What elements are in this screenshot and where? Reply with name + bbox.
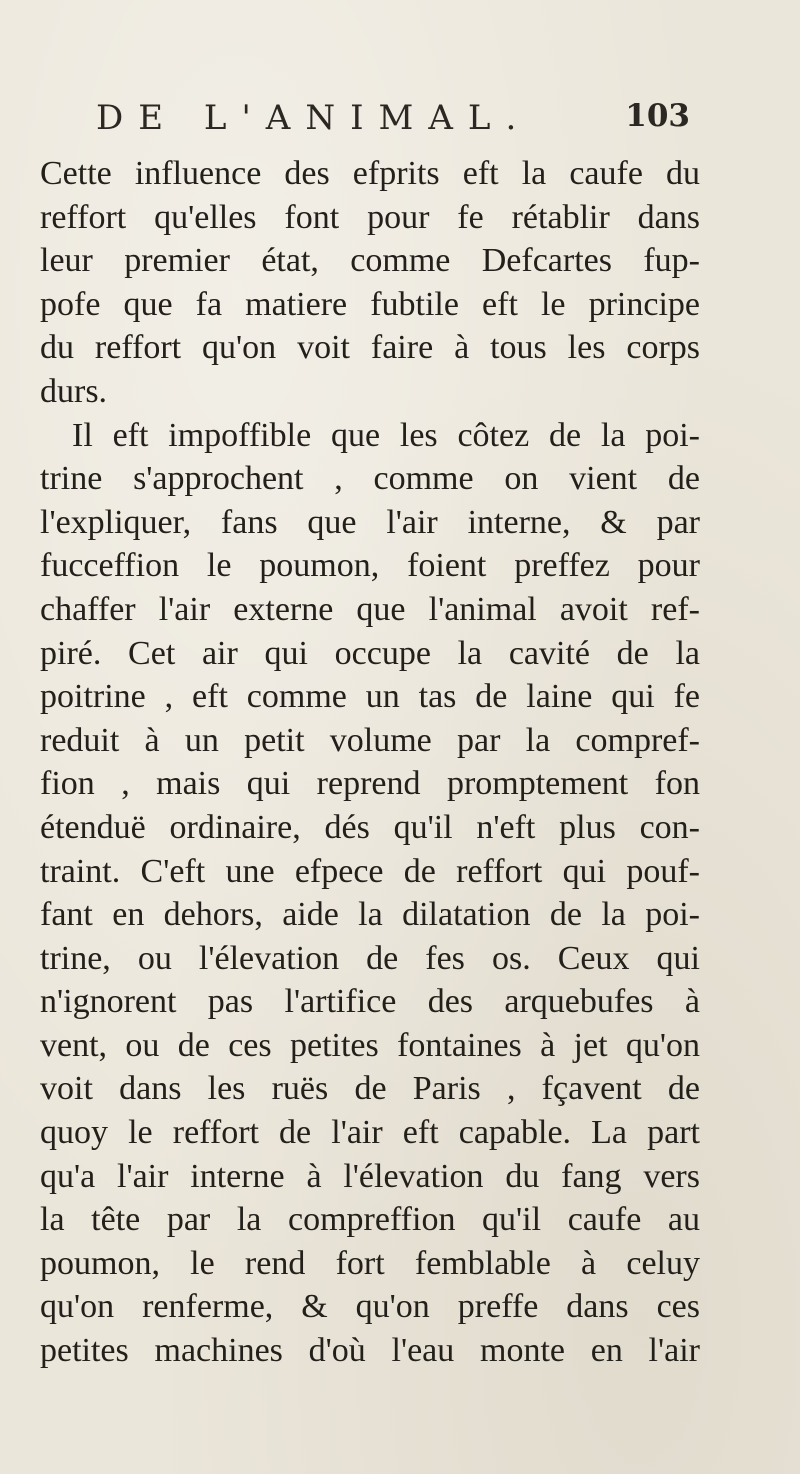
text-line: voit dans les ruës de Paris , fçavent de [40,1070,700,1108]
text-line: poitrine , eft comme un tas de laine qui fe [40,678,700,716]
text-line: quoy le reffort de l'air eft capable. La part [40,1114,700,1152]
text-line: n'ignorent pas l'artifice des arquebufes à [40,983,700,1021]
running-head: DE L'ANIMAL. [96,98,532,138]
text-line: reffort qu'elles font pour fe rétablir dans [40,198,700,236]
text-line: du reffort qu'on voit faire à tous les corps [40,329,700,367]
text-line: qu'a l'air interne à l'élevation du fang vers [40,1157,700,1195]
text-line: trine s'approchent , comme on vient de [40,460,700,498]
text-line: fion , mais qui reprend promptement fon [40,765,700,803]
text-line: vent, ou de ces petites fontaines à jet qu'on [40,1026,700,1064]
text-line: la tête par la compreffion qu'il caufe au [40,1201,700,1239]
text-line: Cette influence des efprits eft la caufe du [40,155,700,192]
text-line: fucceffion le poumon, foient preffez pour [40,547,700,585]
text-line: trine, ou l'élevation de fes os. Ceux qui [40,939,700,977]
text-line: reduit à un petit volume par la compref- [40,721,700,759]
text-line: leur premier état, comme Defcartes fup- [40,242,700,280]
text-line: durs. [40,372,108,410]
text-line: étenduë ordinaire, dés qu'il n'eft plus con- [40,808,700,846]
body-text [40,152,700,1373]
page-number: 103 [625,98,690,134]
text-line: petites machines d'où l'eau monte en l'air [40,1332,700,1370]
text-line: chaffer l'air externe que l'animal avoit ref- [40,590,700,628]
text-line: qu'on renferme, & qu'on preffe dans ces [40,1288,700,1326]
text-line: fant en dehors, aide la dilatation de la poi- [40,896,700,934]
text-line: Il eft impoffible que les côtez de la poi- [72,416,700,454]
text-line: poumon, le rend fort femblable à celuy [40,1244,700,1282]
text-line: piré. Cet air qui occupe la cavité de la [40,634,700,672]
text-line: traint. C'eft une efpece de reffort qui pouf- [40,852,700,890]
text-line: l'expliquer, fans que l'air interne, & par [40,503,700,541]
text-line: pofe que fa matiere fubtile eft le principe [40,285,700,323]
page-header [96,98,690,142]
